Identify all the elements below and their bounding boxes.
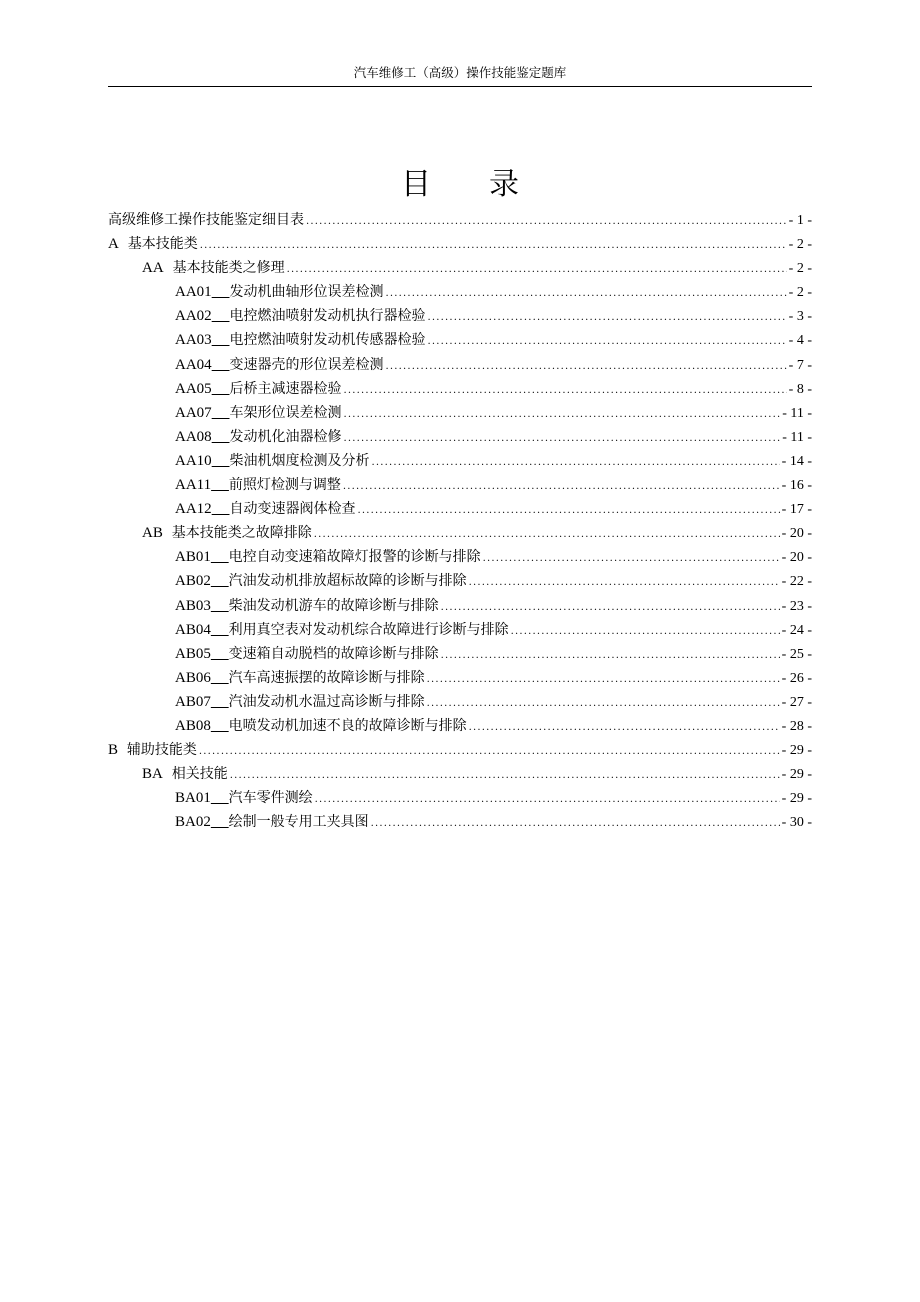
toc-entry[interactable] [108, 569, 812, 593]
toc-entry-separator [212, 353, 230, 377]
toc-dot-leader [343, 427, 780, 449]
toc-entry-spacer [118, 738, 127, 762]
toc-entry-separator [211, 786, 229, 810]
toc-entry-label: 电控燃油喷射发动机执行器检验 [229, 308, 426, 325]
toc-entry[interactable] [108, 353, 812, 377]
toc-dot-leader [427, 692, 780, 714]
toc-entry-label: 绘制一般专用工夹具图 [228, 814, 369, 831]
toc-dot-leader [357, 499, 779, 521]
toc-entry-page-number: - 20 - [781, 550, 812, 566]
toc-entry[interactable] [108, 545, 812, 569]
toc-entry[interactable] [108, 521, 812, 545]
toc-entry-page-number: - 16 - [781, 478, 812, 494]
toc-dot-leader [314, 523, 780, 545]
toc-entry[interactable] [108, 618, 812, 642]
toc-entry-code: AB02 [175, 573, 211, 590]
toc-entry-label: 辅助技能类 [126, 742, 197, 759]
toc-entry-page-number: - 27 - [781, 694, 812, 710]
toc-entry-page-number: - 23 - [781, 598, 812, 614]
toc-entry-page-number: - 29 - [781, 791, 812, 807]
toc-dot-leader [511, 620, 780, 642]
toc-entry-label: 电控燃油喷射发动机传感器检验 [229, 332, 426, 349]
toc-dot-leader [287, 258, 787, 280]
toc-entry-label: 柴油机烟度检测及分析 [229, 452, 370, 469]
toc-entry-label: 汽车零件测绘 [228, 790, 313, 807]
toc-entry-label: 前照灯检测与调整 [228, 477, 341, 494]
toc-dot-leader [343, 403, 780, 425]
toc-entry-code: AA10 [175, 452, 212, 469]
toc-entry-separator [212, 377, 230, 401]
toc-dot-leader [427, 330, 786, 352]
toc-dot-leader [315, 788, 780, 810]
toc-entry[interactable] [108, 497, 812, 521]
toc-entry-label: 基本技能类之故障排除 [171, 525, 312, 542]
toc-entry-separator [212, 449, 230, 473]
toc-entry-code: AA07 [175, 404, 212, 421]
toc-entry-label: 相关技能 [171, 766, 228, 783]
toc-entry-page-number: - 2 - [788, 285, 812, 301]
toc-entry-spacer [163, 762, 172, 786]
toc-entry-code: AB08 [175, 717, 211, 734]
toc-entry-code: B [108, 742, 119, 759]
toc-dot-leader [306, 210, 787, 232]
toc-entry-code: BA01 [175, 790, 211, 807]
toc-entry[interactable] [108, 377, 812, 401]
toc-entry[interactable] [108, 594, 812, 618]
toc-dot-leader [371, 451, 779, 473]
toc-dot-leader [469, 571, 780, 593]
toc-entry-code: AA [142, 260, 164, 277]
toc-entry-code: AB07 [175, 693, 211, 710]
toc-entry[interactable] [108, 642, 812, 666]
toc-entry-label: 电控自动变速箱故障灯报警的诊断与排除 [228, 549, 481, 566]
toc-dot-leader [343, 379, 786, 401]
table-of-contents [108, 208, 812, 834]
toc-dot-leader [469, 716, 780, 738]
toc-entry-page-number: - 8 - [788, 381, 812, 397]
toc-entry-code: AB01 [175, 549, 211, 566]
page-title: 目录 [401, 167, 577, 202]
running-header-title: 汽车维修工（高级）操作技能鉴定题库 [353, 65, 567, 80]
toc-dot-leader [199, 740, 780, 762]
toc-entry-label: 发动机化油器检修 [229, 428, 342, 445]
toc-entry-separator [211, 473, 229, 497]
toc-entry-separator [212, 280, 230, 304]
toc-entry[interactable] [108, 401, 812, 425]
toc-entry-page-number: - 24 - [781, 622, 812, 638]
toc-entry-label: 电喷发动机加速不良的故障诊断与排除 [228, 717, 467, 734]
toc-entry-code: AA12 [175, 501, 212, 518]
toc-entry-page-number: - 1 - [788, 213, 812, 228]
toc-entry-page-number: - 11 - [782, 429, 812, 445]
toc-entry-separator [212, 328, 230, 352]
toc-entry[interactable] [108, 714, 812, 738]
toc-entry-page-number: - 22 - [781, 574, 812, 590]
toc-entry-code: BA02 [175, 814, 211, 831]
toc-entry-page-number: - 3 - [788, 309, 812, 325]
toc-entry-separator [211, 594, 229, 618]
toc-entry-separator [212, 304, 230, 328]
toc-entry[interactable] [108, 425, 812, 449]
toc-entry-label: 变速器壳的形位误差检测 [229, 356, 384, 373]
toc-entry-page-number: - 29 - [781, 743, 812, 759]
toc-entry-separator [211, 810, 229, 834]
toc-entry[interactable] [108, 810, 812, 834]
toc-entry-code: AA11 [175, 477, 212, 494]
toc-entry-label: 汽车高速振摆的故障诊断与排除 [228, 669, 425, 686]
toc-entry-spacer [164, 256, 173, 280]
toc-entry-page-number: - 17 - [781, 502, 812, 518]
toc-entry-label: 基本技能类 [127, 236, 198, 253]
toc-entry-page-number: - 28 - [781, 718, 812, 734]
toc-entry-code: AA08 [175, 428, 212, 445]
toc-entry[interactable] [108, 449, 812, 473]
toc-entry[interactable] [108, 232, 812, 256]
toc-dot-leader [427, 306, 786, 328]
toc-entry[interactable] [108, 208, 812, 232]
toc-entry-label: 车架形位误差检测 [229, 404, 342, 421]
toc-entry-separator [211, 714, 229, 738]
toc-entry-label: 基本技能类之修理 [172, 260, 285, 277]
toc-entry[interactable] [108, 328, 812, 352]
toc-entry-page-number: - 4 - [788, 333, 812, 349]
toc-entry[interactable] [108, 738, 812, 762]
toc-entry[interactable] [108, 473, 812, 497]
toc-entry-code: AA01 [175, 284, 212, 301]
toc-entry-label: 高级维修工操作技能鉴定细目表 [108, 212, 304, 228]
toc-entry-code: AA02 [175, 308, 212, 325]
toc-entry[interactable] [108, 690, 812, 714]
toc-entry-label: 利用真空表对发动机综合故障进行诊断与排除 [228, 621, 509, 638]
toc-dot-leader [385, 282, 786, 304]
toc-entry-separator [212, 497, 230, 521]
toc-entry-separator [211, 642, 229, 666]
toc-entry-label: 发动机曲轴形位误差检测 [229, 284, 384, 301]
toc-dot-leader [483, 547, 780, 569]
toc-entry-code: AB06 [175, 669, 211, 686]
toc-entry[interactable] [108, 304, 812, 328]
toc-entry-spacer [163, 521, 172, 545]
toc-entry-page-number: - 25 - [781, 646, 812, 662]
toc-dot-leader [200, 234, 787, 256]
toc-entry-page-number: - 29 - [781, 767, 812, 783]
toc-entry-code: AB05 [175, 645, 211, 662]
toc-entry-code: AA05 [175, 380, 212, 397]
toc-entry-separator [212, 425, 230, 449]
toc-entry-separator [211, 690, 229, 714]
toc-entry-page-number: - 7 - [788, 357, 812, 373]
toc-entry-page-number: - 20 - [781, 526, 812, 542]
toc-entry-code: A [108, 236, 119, 253]
toc-entry-label: 后桥主减速器检验 [229, 380, 342, 397]
toc-entry[interactable] [108, 666, 812, 690]
toc-entry-separator [212, 401, 230, 425]
toc-entry-page-number: - 26 - [781, 670, 812, 686]
toc-entry-code: BA [142, 766, 163, 783]
toc-entry-page-number: - 30 - [781, 815, 812, 831]
toc-entry-separator [211, 545, 229, 569]
toc-entry-code: AB [142, 525, 163, 542]
toc-entry-label: 柴油发动机游车的故障诊断与排除 [228, 597, 439, 614]
toc-entry-page-number: - 14 - [781, 453, 812, 469]
toc-entry-separator [211, 569, 229, 593]
toc-entry-code: AB03 [175, 597, 211, 614]
running-header [108, 64, 812, 87]
toc-dot-leader [371, 812, 780, 834]
toc-entry-page-number: - 2 - [788, 261, 812, 277]
toc-entry-separator [211, 618, 229, 642]
toc-entry-code: AA04 [175, 356, 212, 373]
toc-entry-label: 汽油发动机水温过高诊断与排除 [228, 693, 425, 710]
toc-entry-page-number: - 2 - [788, 237, 812, 253]
toc-dot-leader [385, 355, 786, 377]
toc-entry-spacer [119, 232, 128, 256]
toc-dot-leader [343, 475, 780, 497]
toc-entry-code: AB04 [175, 621, 211, 638]
toc-dot-leader [441, 644, 780, 666]
toc-entry[interactable] [108, 762, 812, 786]
toc-dot-leader [427, 668, 780, 690]
toc-entry-label: 自动变速器阀体检查 [229, 501, 356, 518]
toc-entry-label: 变速箱自动脱档的故障诊断与排除 [228, 645, 439, 662]
toc-entry[interactable] [108, 280, 812, 304]
toc-dot-leader [230, 764, 780, 786]
toc-dot-leader [441, 596, 780, 618]
toc-entry[interactable] [108, 256, 812, 280]
toc-entry-code: AA03 [175, 332, 212, 349]
toc-entry-separator [211, 666, 229, 690]
toc-entry[interactable] [108, 786, 812, 810]
toc-entry-page-number: - 11 - [782, 405, 812, 421]
toc-entry-label: 汽油发动机排放超标故障的诊断与排除 [228, 573, 467, 590]
